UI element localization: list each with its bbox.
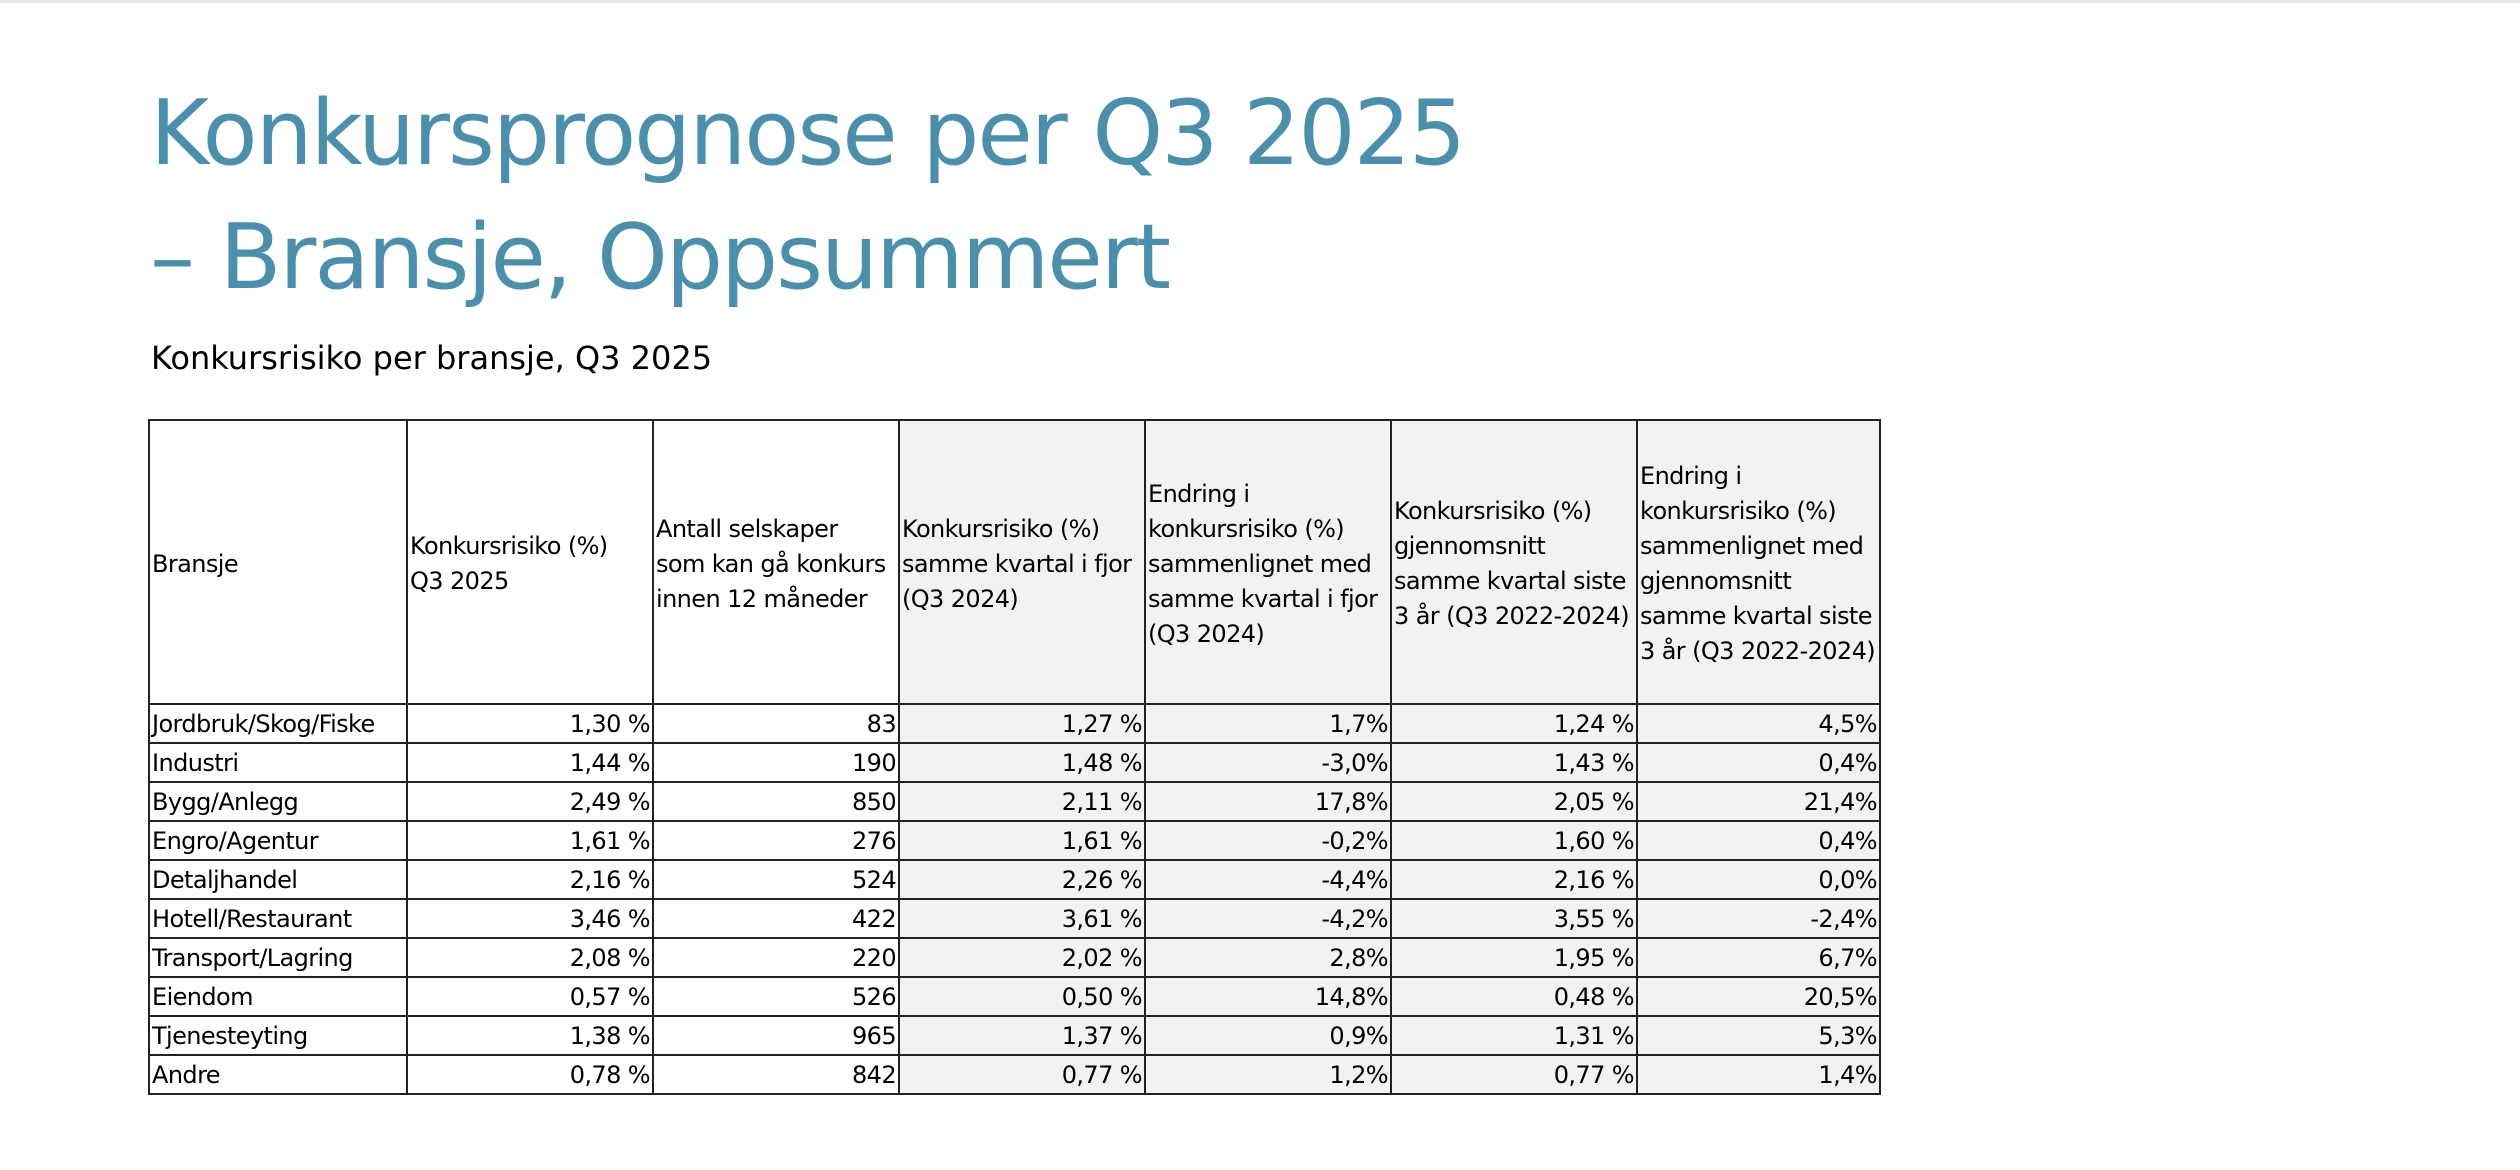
value-cell: 2,05 % — [1391, 782, 1637, 821]
industry-name-cell: Eiendom — [149, 977, 407, 1016]
table-row — [149, 938, 1880, 977]
industry-name-cell: Tjenesteyting — [149, 1016, 407, 1055]
header-line: Bransje — [152, 549, 238, 578]
header-line: konkursrisiko (%) — [1640, 497, 1837, 525]
value-cell: 2,16 % — [1391, 860, 1637, 899]
value-cell: 2,11 % — [899, 782, 1145, 821]
value-cell: 190 — [653, 743, 899, 782]
value-cell: 526 — [653, 977, 899, 1016]
industry-name-cell: Transport/Lagring — [149, 938, 407, 977]
value-cell: 14,8% — [1145, 977, 1391, 1016]
page-title-line-1: Konkursprognose per Q3 2025 — [150, 81, 1465, 186]
value-cell: 524 — [653, 860, 899, 899]
value-cell: 0,77 % — [1391, 1055, 1637, 1094]
value-cell: 1,31 % — [1391, 1016, 1637, 1055]
table-row — [149, 782, 1880, 821]
table-header-row — [149, 420, 1880, 704]
header-line: sammenlignet med — [1148, 549, 1372, 578]
value-cell: 1,95 % — [1391, 938, 1637, 977]
value-cell: 83 — [653, 704, 899, 743]
value-cell: 2,16 % — [407, 860, 653, 899]
industry-name-cell: Bygg/Anlegg — [149, 782, 407, 821]
header-line: Konkursrisiko (%) — [410, 532, 608, 560]
value-cell: 1,43 % — [1391, 743, 1637, 782]
page-title-line-2: – Bransje, Oppsummert — [150, 205, 1170, 310]
industry-name-cell: Andre — [149, 1055, 407, 1094]
value-cell: 0,50 % — [899, 977, 1145, 1016]
table-row — [149, 1016, 1880, 1055]
header-risk-q3-2025 — [407, 420, 653, 704]
value-cell: 1,38 % — [407, 1016, 653, 1055]
industry-name-cell: Jordbruk/Skog/Fiske — [149, 704, 407, 743]
value-cell: 1,61 % — [899, 821, 1145, 860]
value-cell: 0,48 % — [1391, 977, 1637, 1016]
header-line: gjennomsnitt — [1394, 532, 1546, 560]
value-cell: 0,4% — [1637, 821, 1880, 860]
value-cell: -3,0% — [1145, 743, 1391, 782]
value-cell: 0,4% — [1637, 743, 1880, 782]
value-cell: 0,57 % — [407, 977, 653, 1016]
header-risk-q3-2024 — [899, 420, 1145, 704]
header-line: Endring i — [1148, 479, 1250, 508]
industry-name-cell: Engro/Agentur — [149, 821, 407, 860]
value-cell: 1,7% — [1145, 704, 1391, 743]
header-line: innen 12 måneder — [656, 584, 868, 613]
bankruptcy-risk-table — [148, 419, 1881, 1095]
value-cell: -4,2% — [1145, 899, 1391, 938]
table-caption: Konkursrisiko per bransje, Q3 2025 — [151, 339, 713, 377]
table-row — [149, 1055, 1880, 1094]
value-cell: 6,7% — [1637, 938, 1880, 977]
value-cell: 2,8% — [1145, 938, 1391, 977]
header-line: samme kvartal i fjor — [1148, 584, 1378, 613]
header-companies-at-risk — [653, 420, 899, 704]
value-cell: 2,49 % — [407, 782, 653, 821]
header-change-vs-q3-2024 — [1145, 420, 1391, 704]
value-cell: 0,9% — [1145, 1016, 1391, 1055]
value-cell: -4,4% — [1145, 860, 1391, 899]
value-cell: 1,2% — [1145, 1055, 1391, 1094]
industry-name-cell: Industri — [149, 743, 407, 782]
value-cell: 17,8% — [1145, 782, 1391, 821]
value-cell: 0,78 % — [407, 1055, 653, 1094]
value-cell: 20,5% — [1637, 977, 1880, 1016]
value-cell: 3,55 % — [1391, 899, 1637, 938]
value-cell: 965 — [653, 1016, 899, 1055]
value-cell: 1,37 % — [899, 1016, 1145, 1055]
header-line: 3 år (Q3 2022-2024) — [1640, 637, 1876, 665]
page-title — [150, 72, 1464, 320]
table-row — [149, 860, 1880, 899]
value-cell: 0,77 % — [899, 1055, 1145, 1094]
value-cell: 422 — [653, 899, 899, 938]
value-cell: 21,4% — [1637, 782, 1880, 821]
header-line: sammenlignet med — [1640, 532, 1864, 560]
value-cell: -0,2% — [1145, 821, 1391, 860]
table-row — [149, 821, 1880, 860]
table-body — [149, 704, 1880, 1094]
value-cell: 3,61 % — [899, 899, 1145, 938]
value-cell: 1,24 % — [1391, 704, 1637, 743]
value-cell: 850 — [653, 782, 899, 821]
header-line: samme kvartal siste — [1394, 567, 1626, 595]
value-cell: 276 — [653, 821, 899, 860]
header-line: Antall selskaper — [656, 514, 838, 543]
header-line: som kan gå konkurs — [656, 549, 886, 578]
value-cell: 0,0% — [1637, 860, 1880, 899]
header-risk-avg-3y — [1391, 420, 1637, 704]
value-cell: 1,60 % — [1391, 821, 1637, 860]
value-cell: 2,26 % — [899, 860, 1145, 899]
value-cell: 2,02 % — [899, 938, 1145, 977]
industry-name-cell: Detaljhandel — [149, 860, 407, 899]
header-line: Konkursrisiko (%) — [902, 514, 1100, 543]
header-line: samme kvartal i fjor — [902, 549, 1132, 578]
value-cell: 1,27 % — [899, 704, 1145, 743]
header-line: konkursrisiko (%) — [1148, 514, 1345, 543]
value-cell: 2,08 % — [407, 938, 653, 977]
header-line: (Q3 2024) — [1148, 619, 1265, 648]
value-cell: 1,61 % — [407, 821, 653, 860]
value-cell: 220 — [653, 938, 899, 977]
table-row — [149, 704, 1880, 743]
header-line: Konkursrisiko (%) — [1394, 497, 1592, 525]
value-cell: 842 — [653, 1055, 899, 1094]
value-cell: 1,30 % — [407, 704, 653, 743]
table-row — [149, 743, 1880, 782]
value-cell: 1,4% — [1637, 1055, 1880, 1094]
header-line: gjennomsnitt — [1640, 567, 1792, 595]
value-cell: 5,3% — [1637, 1016, 1880, 1055]
header-bransje — [149, 420, 407, 704]
value-cell: 1,44 % — [407, 743, 653, 782]
table-row — [149, 977, 1880, 1016]
value-cell: 3,46 % — [407, 899, 653, 938]
value-cell: -2,4% — [1637, 899, 1880, 938]
table-row — [149, 899, 1880, 938]
value-cell: 4,5% — [1637, 704, 1880, 743]
header-line: Q3 2025 — [410, 567, 509, 595]
header-change-vs-avg-3y — [1637, 420, 1880, 704]
top-divider — [0, 0, 2520, 3]
header-line: (Q3 2024) — [902, 584, 1019, 613]
header-line: Endring i — [1640, 462, 1742, 490]
header-line: samme kvartal siste — [1640, 602, 1872, 630]
value-cell: 1,48 % — [899, 743, 1145, 782]
header-line: 3 år (Q3 2022-2024) — [1394, 602, 1630, 630]
industry-name-cell: Hotell/Restaurant — [149, 899, 407, 938]
